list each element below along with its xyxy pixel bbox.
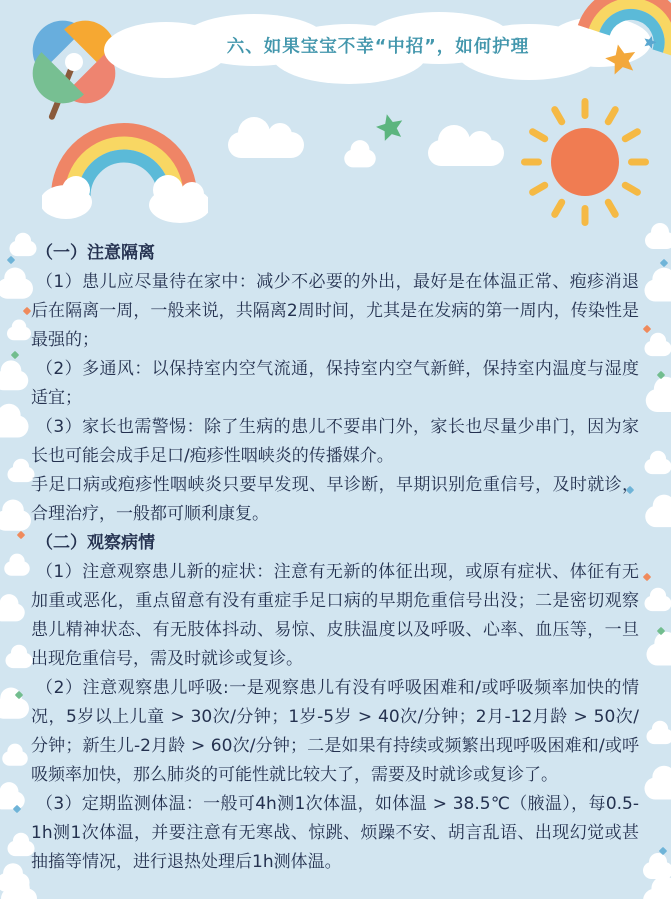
star-green-icon xyxy=(372,109,408,145)
sparkle-dot xyxy=(17,531,25,539)
cloud-decoration xyxy=(4,561,30,575)
cloud-decoration xyxy=(0,698,29,718)
cloud-decoration xyxy=(645,459,671,474)
title-cloud-banner xyxy=(104,10,652,90)
cloud-decoration xyxy=(6,653,33,668)
sparkle-dot xyxy=(643,573,651,581)
cloud-decoration xyxy=(0,371,28,391)
cloud-decoration xyxy=(0,792,25,810)
isolation-item-1: （1）患儿应尽量待在家中：减少不必要的外出，最好是在体温正常、疱疹消退后在隔离一周，一般来说，共隔离2周时间，尤其是在发病的第一周内，传染性是最强的； xyxy=(31,272,639,350)
sparkle-dot xyxy=(23,307,31,315)
cloud-decoration xyxy=(645,506,671,527)
cloud-decoration xyxy=(645,777,671,799)
isolation-item-3: （3）家长也需警惕：除了生病的患儿不要串门外，家长也尽量少串门，因为家长也可能会成手足口/疱疹性咽峡炎的传播媒介。 xyxy=(31,417,639,466)
rainbow-icon xyxy=(42,102,208,228)
star-orange-icon xyxy=(601,39,641,79)
recovery-note: 手足口病或疱疹性咽峡炎只要早发现、早诊断，早期识别危重信号，及时就诊，合理治疗，一般都可顺利康复。 xyxy=(31,475,639,524)
cloud-decoration xyxy=(2,751,28,765)
observation-item-1: （1）注意观察患儿新的症状：注意有无新的体征出现，或原有症状、体征有无加重或恶化，重点留意有没有重症手足口病的早期危重信号出没；二是密切观察患儿精神状态、有无肢体抖动、易惊、皮肤温度以及呼吸、心率、血压等，一旦出现危重信号，需及时就诊或复诊。 xyxy=(31,562,639,669)
cloud-decoration xyxy=(646,389,671,412)
cloud-decoration xyxy=(0,604,25,622)
observation-item-2: （2）注意观察患儿呼吸:一是观察患儿有没有呼吸困难和/或呼吸频率加快的情况，5岁以上儿童 > 30次/分钟；1岁-5岁 > 40次/分钟；2月-12月龄 > 50次/分钟；新生儿-2月龄 > 60次/分钟；二是如果有持续或频繁出现呼吸困难和/或呼吸频率加快，那么肺炎的可能性就比较大了，需要及时就诊或复诊了。 xyxy=(31,678,639,785)
cloud-decoration xyxy=(645,596,671,611)
cloud-decoration xyxy=(647,643,671,665)
sparkle-dot xyxy=(7,256,15,264)
section-heading-observation: （二）观察病情 xyxy=(36,533,155,553)
bottom-cloud-strip xyxy=(0,899,671,911)
cloud-decoration xyxy=(0,510,31,530)
observation-item-3: （3）定期监测体温：一般可4h测1次体温，如体温 > 38.5℃（腋温），每0.5-1h测1次体温，并要注意有无寒战、惊跳、烦躁不安、胡言乱语、出现幻觉或甚抽搐等情况，进行退热处理后1h测体温。 xyxy=(31,794,639,872)
cloud-decoration xyxy=(228,132,304,158)
cloud-decoration xyxy=(344,150,376,168)
sun-icon xyxy=(508,90,660,238)
page-title: 六、如果宝宝不幸“中招”，如何护理 xyxy=(226,36,530,57)
cloud-decoration xyxy=(645,232,671,249)
cloud-decoration xyxy=(428,140,504,166)
cloud-decoration xyxy=(647,729,671,744)
cloud-decoration xyxy=(7,327,31,341)
cloud-decoration xyxy=(0,415,29,437)
cloud-decoration xyxy=(645,279,671,301)
section-heading-isolation: （一）注意隔离 xyxy=(36,243,155,263)
isolation-item-2: （2）多通风：以保持室内空气流通，保持室内空气新鲜，保持室内温度与湿度适宜； xyxy=(31,359,639,408)
cloud-decoration xyxy=(645,341,671,356)
sparkle-dot xyxy=(660,259,668,267)
sparkle-dot xyxy=(11,351,19,359)
cloud-decoration xyxy=(0,278,33,298)
care-instructions-text xyxy=(31,239,639,877)
sparkle-dot xyxy=(643,325,651,333)
